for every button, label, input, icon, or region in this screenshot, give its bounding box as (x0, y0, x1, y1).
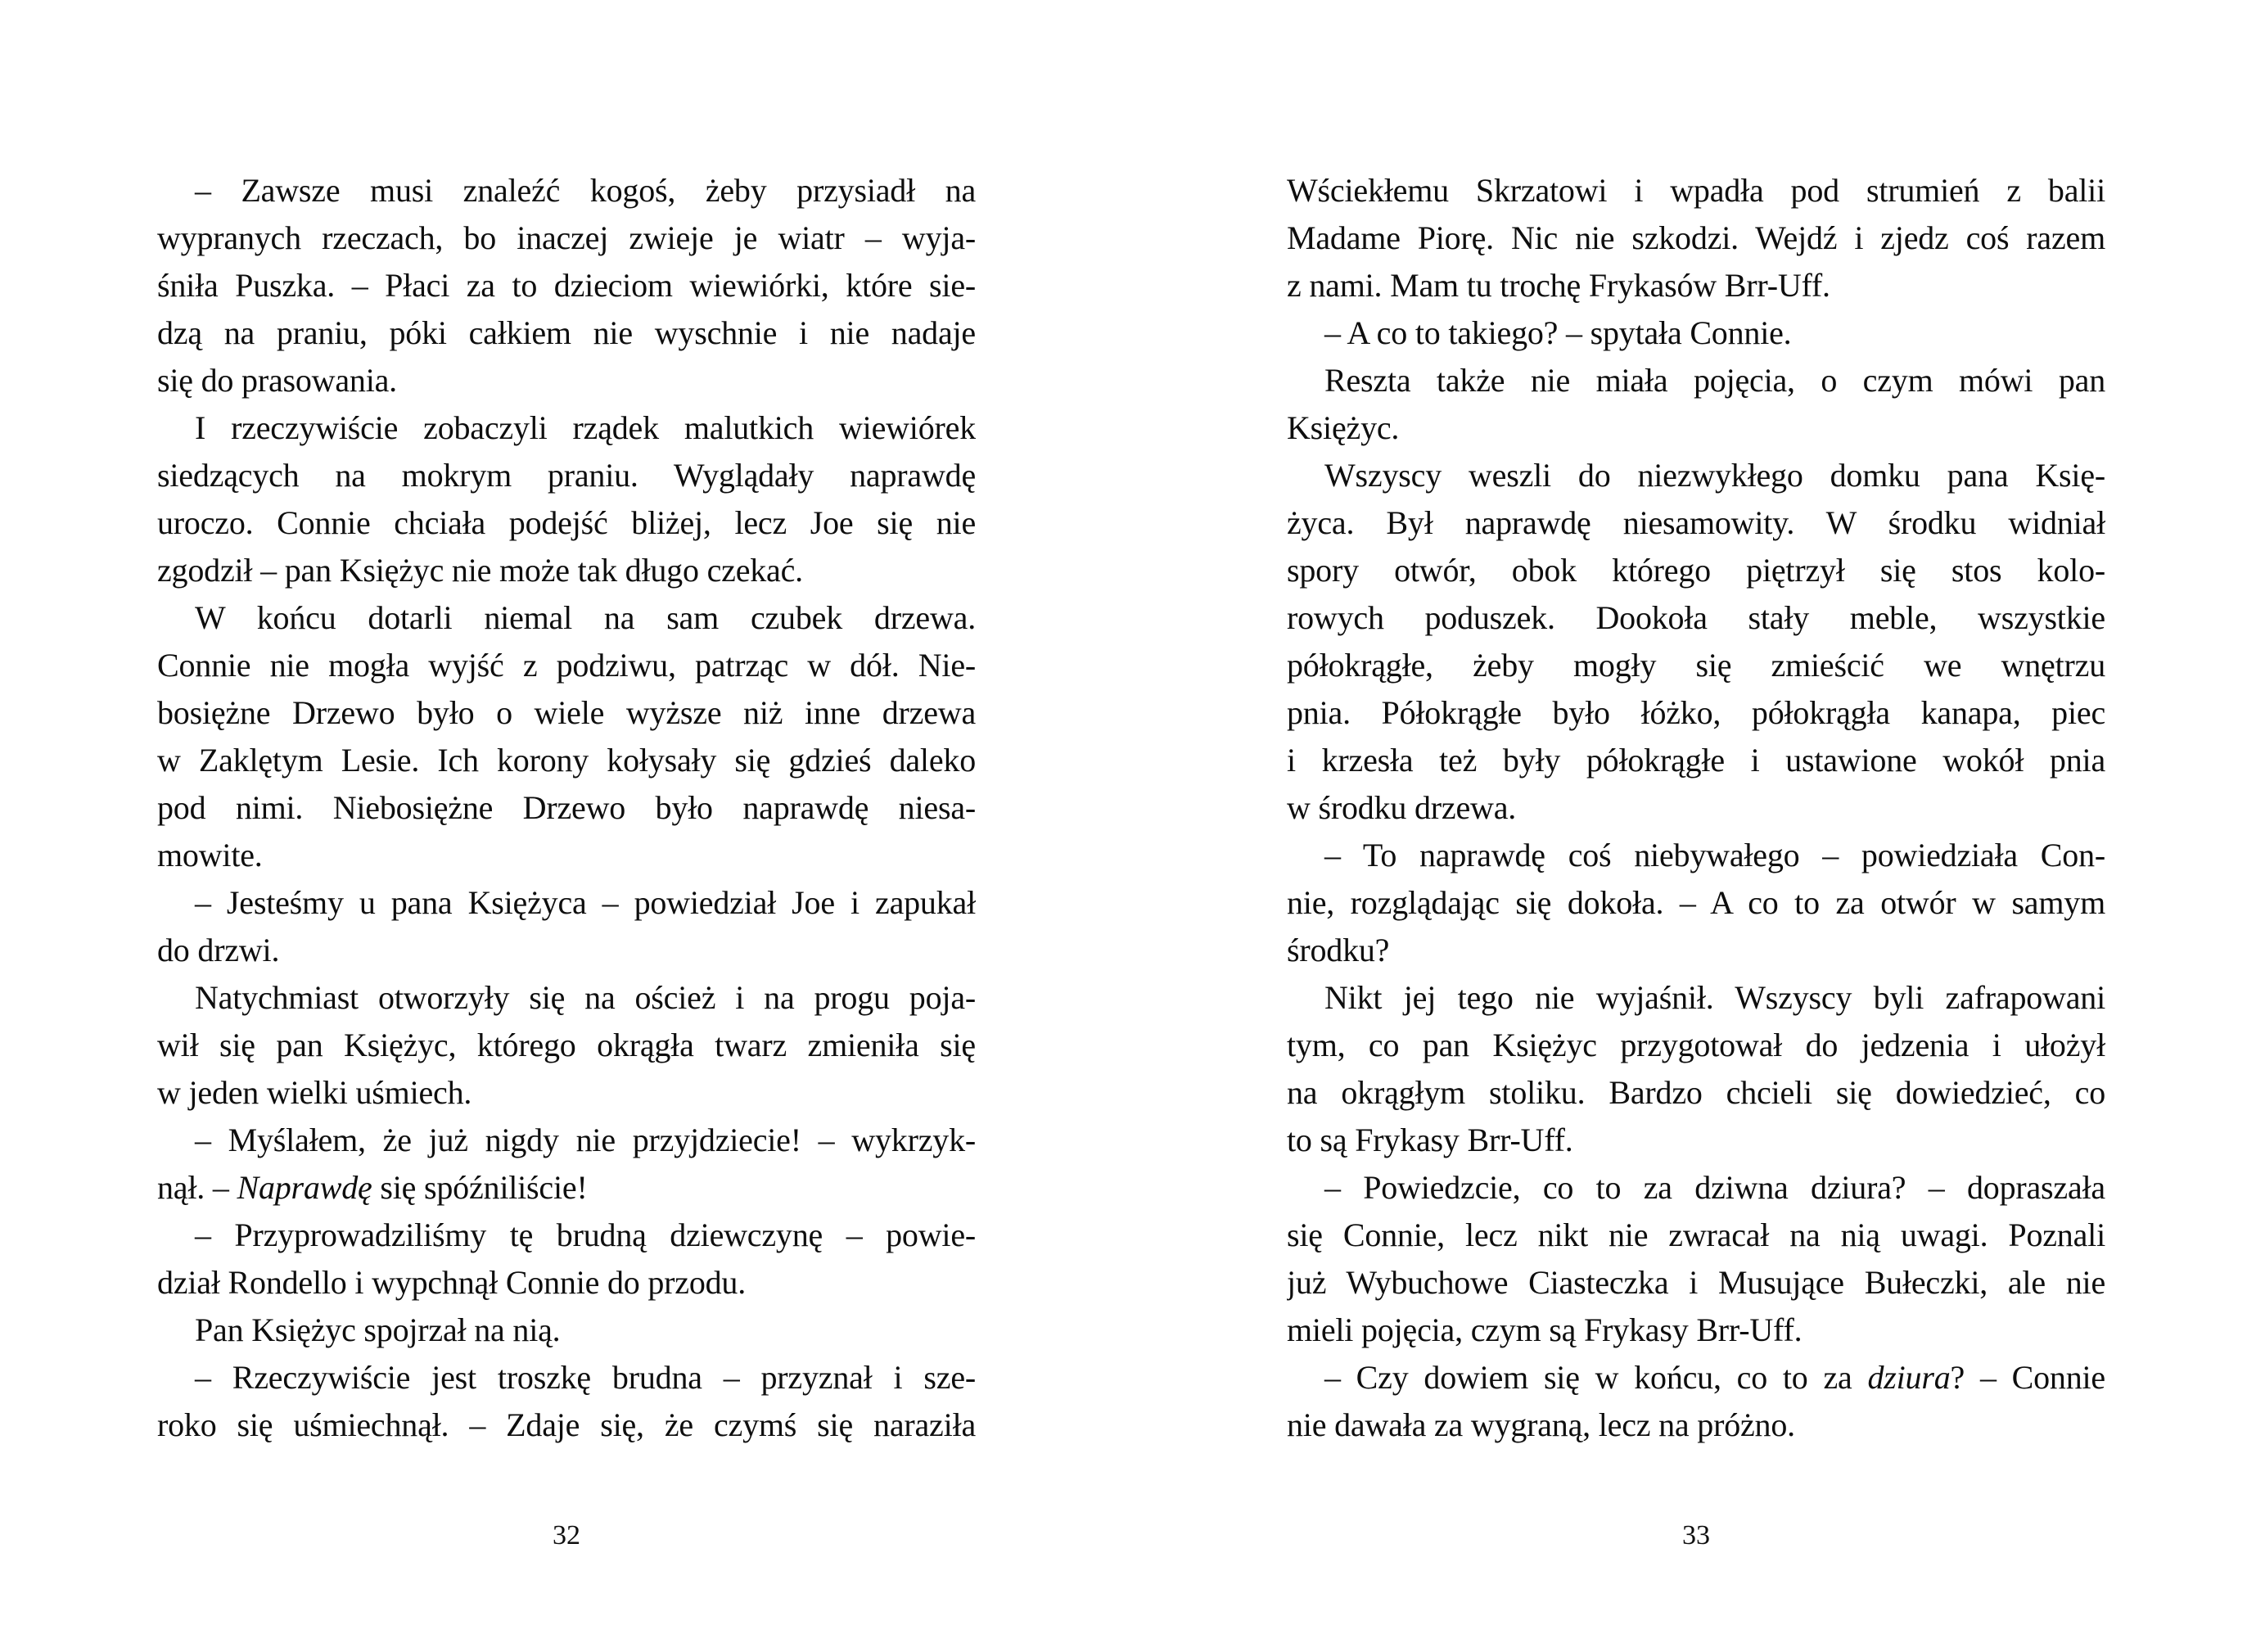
text-line (1287, 927, 2105, 974)
text-line (1287, 262, 2105, 309)
text-line (157, 309, 976, 357)
text-fragment: Wszyscy weszli do niezwykłego domku pana Księ- (1324, 457, 2105, 494)
text-fragment: dział Rondello i wypchnął Connie do przodu. (157, 1264, 747, 1301)
text-fragment: Wściekłemu Skrzatowi i wpadła pod strumień z balii (1287, 172, 2105, 209)
text-line (157, 879, 976, 927)
text-fragment: do drzwi. (157, 932, 280, 968)
text-line (157, 404, 976, 452)
text-line (157, 547, 976, 594)
text-line (157, 927, 976, 974)
left-page-number: 32 (553, 1520, 580, 1550)
text-line (157, 214, 976, 262)
text-fragment: spory otwór, obok którego piętrzył się stos kolo- (1287, 552, 2105, 589)
text-line (157, 499, 976, 547)
text-line (157, 1259, 976, 1307)
text-fragment: w środku drzewa. (1287, 789, 1517, 826)
text-fragment: nie dawała za wygraną, lecz na próżno. (1287, 1406, 1795, 1443)
italic-text-fragment: dziura (1867, 1359, 1951, 1396)
text-fragment: zgodził – pan Księżyc nie może tak długo czekać. (157, 552, 803, 589)
text-fragment: pnia. Półokrągłe było łóżko, półokrągła kanapa, piec (1287, 694, 2105, 731)
text-fragment: W końcu dotarli niemal na sam czubek drzewa. (195, 599, 976, 636)
text-fragment: w Zaklętym Lesie. Ich korony kołysały się gdzieś daleko (157, 742, 976, 779)
text-line (1287, 1069, 2105, 1117)
text-line (1287, 879, 2105, 927)
italic-text-fragment: Naprawdę (237, 1169, 372, 1206)
text-line (157, 1401, 976, 1449)
text-line (1287, 784, 2105, 832)
text-line (1287, 357, 2105, 404)
right-page-number: 33 (1682, 1520, 1710, 1550)
text-fragment: wił się pan Księżyc, którego okrągła twarz zmieniła się (157, 1027, 976, 1063)
text-fragment: nie, rozglądając się dokoła. – A co to za otwór w samym (1287, 884, 2105, 921)
left-page-text (157, 167, 976, 1449)
text-line (157, 974, 976, 1022)
text-fragment: tym, co pan Księżyc przygotował do jedzenia i ułożył (1287, 1027, 2105, 1063)
text-line (157, 167, 976, 214)
text-line (157, 594, 976, 642)
text-line (1287, 1401, 2105, 1449)
text-line (157, 784, 976, 832)
text-line (157, 452, 976, 499)
text-fragment: siedzących na mokrym praniu. Wyglądały naprawdę (157, 457, 976, 494)
text-fragment: się spóźniliście! (372, 1169, 588, 1206)
text-line (157, 642, 976, 689)
text-fragment: się Connie, lecz nikt nie zwracał na nią uwagi. Poznali (1287, 1216, 2105, 1253)
text-line (1287, 547, 2105, 594)
text-fragment: – Myślałem, że już nigdy nie przyjdziecie! – wykrzyk- (195, 1122, 976, 1158)
text-fragment: Madame Piorę. Nic nie szkodzi. Wejdź i zjedz coś razem (1287, 219, 2105, 256)
text-fragment: się do prasowania. (157, 362, 397, 399)
text-line (1287, 594, 2105, 642)
text-fragment: z nami. Mam tu trochę Frykasów Brr-Uff. (1287, 267, 1830, 304)
text-line (1287, 499, 2105, 547)
text-fragment: mieli pojęcia, czym są Frykasy Brr-Uff. (1287, 1311, 1803, 1348)
text-fragment: dzą na praniu, póki całkiem nie wyschnie i nie nadaje (157, 314, 976, 351)
text-fragment: I rzeczywiście zobaczyli rządek malutkich wiewiórek (195, 409, 976, 446)
text-fragment: bosiężne Drzewo było o wiele wyższe niż inne drzewa (157, 694, 976, 731)
text-line (1287, 1307, 2105, 1354)
text-fragment: pod nimi. Niebosiężne Drzewo było naprawdę niesa- (157, 789, 976, 826)
right-page-text (1287, 167, 2105, 1449)
text-line (1287, 974, 2105, 1022)
text-line (157, 1022, 976, 1069)
text-fragment: w jeden wielki uśmiech. (157, 1074, 472, 1111)
text-line (1287, 167, 2105, 214)
text-fragment: Natychmiast otworzyły się na oścież i na progu poja- (195, 979, 976, 1016)
text-fragment: Connie nie mogła wyjść z podziwu, patrząc w dół. Nie- (157, 647, 976, 684)
text-fragment: rowych poduszek. Dookoła stały meble, wszystkie (1287, 599, 2105, 636)
text-line (157, 832, 976, 879)
text-fragment: – Zawsze musi znaleźć kogoś, żeby przysiadł na (195, 172, 976, 209)
text-line (1287, 309, 2105, 357)
text-line (1287, 1354, 2105, 1401)
text-line (1287, 404, 2105, 452)
text-fragment: śniła Puszka. – Płaci za to dzieciom wiewiórki, które sie- (157, 267, 976, 304)
text-fragment: – Jesteśmy u pana Księżyca – powiedział Joe i zapukał (195, 884, 976, 921)
text-fragment: – Rzeczywiście jest troszkę brudna – przyznał i sze- (195, 1359, 976, 1396)
text-line (1287, 642, 2105, 689)
text-fragment: i krzesła też były półokrągłe i ustawione wokół pnia (1287, 742, 2105, 779)
text-fragment: Nikt jej tego nie wyjaśnił. Wszyscy byli zafrapowani (1324, 979, 2105, 1016)
text-line (157, 1117, 976, 1164)
text-line (1287, 1259, 2105, 1307)
text-fragment: – To naprawdę coś niebywałego – powiedziała Con- (1324, 837, 2105, 873)
text-fragment: Reszta także nie miała pojęcia, o czym mówi pan (1324, 362, 2105, 399)
text-fragment: roko się uśmiechnął. – Zdaje się, że czymś się naraziła (157, 1406, 976, 1443)
text-fragment: półokrągłe, żeby mogły się zmieścić we wnętrzu (1287, 647, 2105, 684)
text-line (1287, 1022, 2105, 1069)
text-line (157, 357, 976, 404)
text-line (157, 1307, 976, 1354)
text-fragment: uroczo. Connie chciała podejść bliżej, lecz Joe się nie (157, 504, 976, 541)
text-fragment: to są Frykasy Brr-Uff. (1287, 1122, 1573, 1158)
text-line (157, 689, 976, 737)
text-fragment: – Przyprowadziliśmy tę brudną dziewczynę – powie- (195, 1216, 976, 1253)
text-fragment: – Powiedzcie, co to za dziwna dziura? – dopraszała (1324, 1169, 2105, 1206)
text-fragment: życa. Był naprawdę niesamowity. W środku widniał (1287, 504, 2105, 541)
text-fragment: Księżyc. (1287, 409, 1400, 446)
text-fragment: już Wybuchowe Ciasteczka i Musujące Bułeczki, ale nie (1287, 1264, 2105, 1301)
text-fragment: nął. – (157, 1169, 237, 1206)
text-line (1287, 1212, 2105, 1259)
text-line (1287, 832, 2105, 879)
text-line (1287, 737, 2105, 784)
text-line (157, 1164, 976, 1212)
text-line (157, 262, 976, 309)
text-line (1287, 214, 2105, 262)
text-line (157, 737, 976, 784)
text-fragment: wypranych rzeczach, bo inaczej zwieje je wiatr – wyja- (157, 219, 976, 256)
text-fragment: – Czy dowiem się w końcu, co to za (1324, 1359, 1868, 1396)
text-line (1287, 452, 2105, 499)
text-fragment: na okrągłym stoliku. Bardzo chcieli się dowiedzieć, co (1287, 1074, 2105, 1111)
text-line (157, 1354, 976, 1401)
text-line (157, 1069, 976, 1117)
text-line (1287, 689, 2105, 737)
text-fragment: Pan Księżyc spojrzał na nią. (195, 1311, 561, 1348)
text-fragment: mowite. (157, 837, 263, 873)
text-fragment: – A co to takiego? – spytała Connie. (1324, 314, 1792, 351)
text-fragment: ? – Connie (1950, 1359, 2105, 1396)
text-fragment: środku? (1287, 932, 1390, 968)
text-line (1287, 1117, 2105, 1164)
text-line (1287, 1164, 2105, 1212)
text-line (157, 1212, 976, 1259)
